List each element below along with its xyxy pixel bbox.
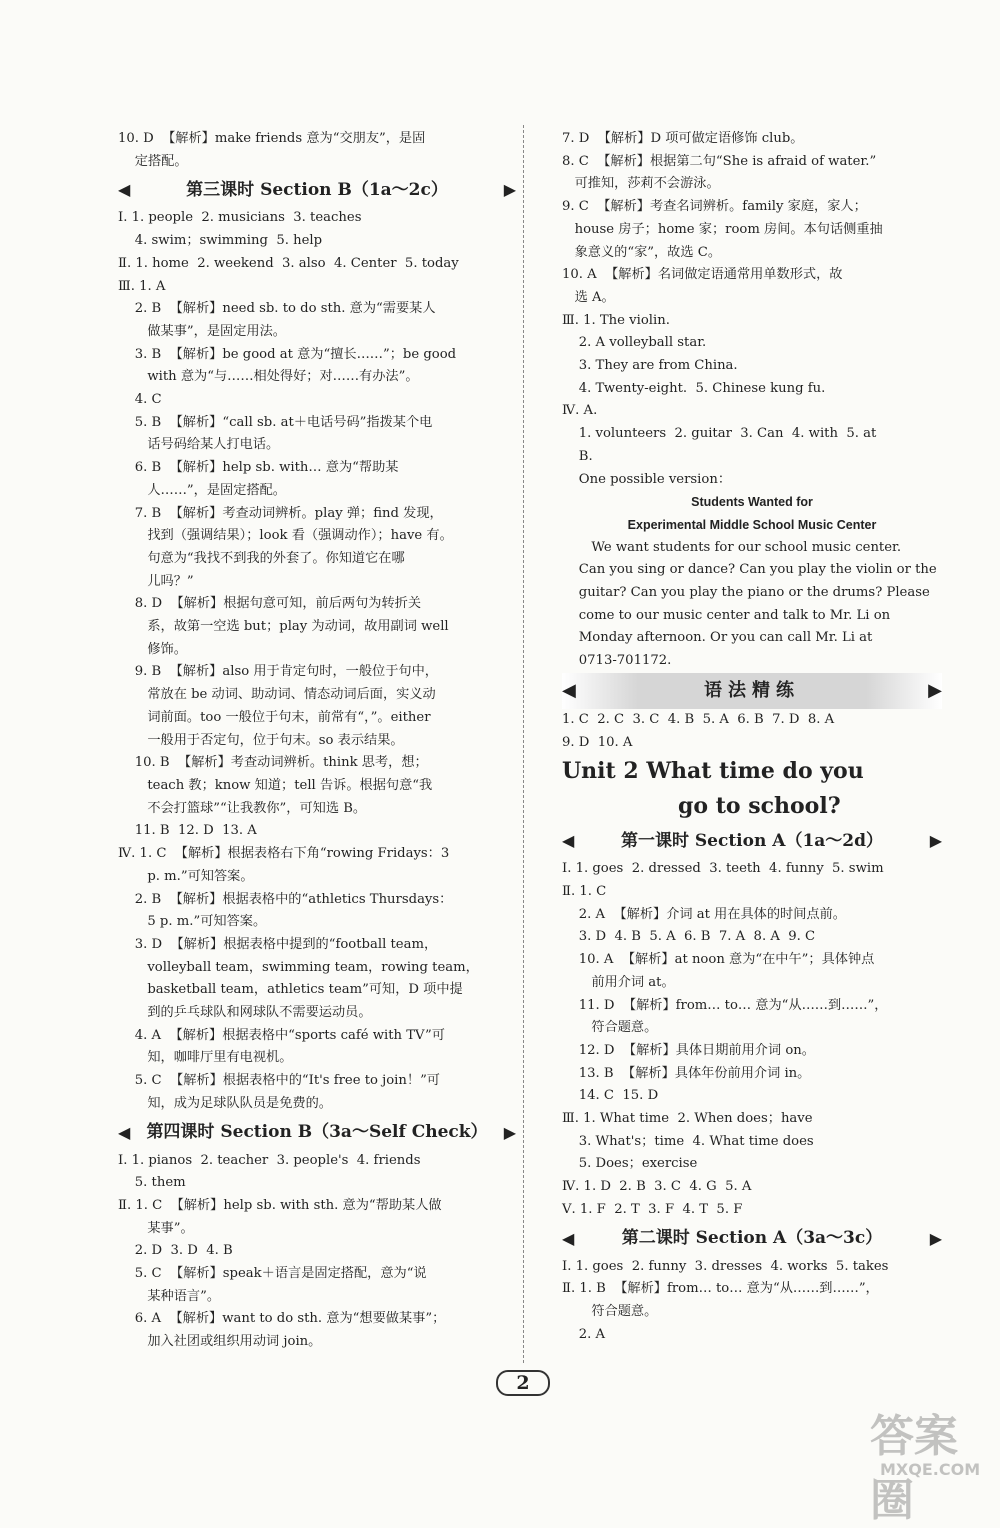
answer-line: 5. C 【解析】根据表格中的“It's free to join！”可 [118,1073,440,1089]
lesson-title: 第三课时 Section B（1a～2c） [186,180,448,201]
answer-line: 2. A volleyball star. [562,335,707,351]
lesson-header [562,1222,942,1256]
answer-line: 10. D 【解析】make friends 意为“交朋友”，是固 [118,131,426,146]
answer-line: 可推知，莎莉不会游泳。 [562,176,720,192]
answer-line: 象意义的“家”，故选 C。 [562,244,722,260]
watermark-logo [870,1400,990,1526]
answer-line: 2. B 【解析】need sb. to do sth. 意为“需要某人 [118,301,436,317]
notice-heading: Experimental Middle School Music Center [627,517,877,532]
right-column [562,128,942,1346]
unit-title-line1: Unit 2 What time do you [562,758,864,785]
answer-line: 2. B 【解析】根据表格中的“athletics Thursdays： [118,891,453,907]
answer-line: 符合题意。 [562,1303,658,1319]
answer-line: 7. D 【解析】D 项可做定语修饰 club。 [562,131,804,146]
answer-line: Monday afternoon. Or you can call Mr. Li at [562,630,873,646]
answer-line: 不会打篮球”“让我教你”，可知选 B。 [118,800,367,816]
answer-line: 句意为“我找不到我的外套了。你知道它在哪 [118,550,405,566]
answer-line: Ⅰ. 1. goes 2. funny 3. dresses 4. works 5. takes [562,1258,889,1274]
answer-line: Can you sing or dance? Can you play the violin or the [562,562,937,578]
answer-line: One possible version： [562,471,732,487]
lesson-title: 第二课时 Section A（3a～3c） [621,1228,883,1249]
left-column [118,128,516,1354]
answer-line: 5. B 【解析】“call sb. at＋电话号码”指拨某个电 [118,414,433,430]
answer-line: 9. B 【解析】also 用于肯定句时，一般位于句中， [118,664,438,680]
answer-line: 4. Twenty-eight. 5. Chinese kung fu. [562,380,826,396]
answer-line: 8. D 【解析】根据句意可知，前后两句为转折关 [118,596,422,612]
answer-line: Ⅰ. 1. people 2. musicians 3. teaches [118,210,362,226]
answer-line: guitar? Can you play the piano or the drums? Please [562,585,930,601]
answer-line: Ⅳ. 1. D 2. B 3. C 4. G 5. A [562,1179,752,1195]
unit-title-line2: go to school? [678,793,841,820]
unit-title [562,754,942,824]
answer-line: Ⅲ. 1. What time 2. When does；have [562,1111,813,1127]
answer-line: 某种语言”。 [118,1288,221,1304]
triangle-left-icon: ◀ [118,1122,131,1142]
answer-line: p. m.”可知答案。 [118,868,254,884]
answer-line: 9. C 【解析】考查名词辨析。family 家庭，家人； [562,199,867,215]
answer-line: 6. B 【解析】help sb. with… 意为“帮助某 [118,460,399,476]
answer-line: 某事”。 [118,1220,194,1236]
triangle-right-icon: ▶ [929,831,942,851]
answer-line: Ⅳ. A. [562,403,598,419]
answer-line: 词前面。too 一般位于句末，前常有“，”。either [118,709,431,725]
answer-line: 9. D 10. A [562,734,633,750]
triangle-left-icon: ◀ [562,679,576,701]
answer-line: Ⅱ. 1. C [562,883,607,899]
answer-line: 5. Does；exercise [562,1156,698,1172]
answer-line: 1. C 2. C 3. C 4. B 5. A 6. B 7. D 8. A [562,711,835,727]
answer-line: 14. C 15. D [562,1088,659,1104]
answer-line: 12. D 【解析】具体日期前用介词 on。 [562,1042,815,1058]
answer-line: 修饰。 [118,641,187,657]
answer-line: Ⅱ. 1. home 2. weekend 3. also 4. Center 5. today [118,255,459,271]
answer-line: 3. What's；time 4. What time does [562,1133,814,1149]
answer-line: 4. C [118,392,162,408]
answer-line: come to our music center and talk to Mr. Li on [562,607,891,623]
answer-line: 找到（强调结果）；look 看（强调动作）；have 有。 [118,528,453,544]
answer-line: 话号码给某人打电话。 [118,437,280,453]
answer-line: 5. C 【解析】speak＋语言是固定搭配，意为“说 [118,1266,427,1282]
answer-line: 3. D 4. B 5. A 6. B 7. A 8. A 9. C [562,929,816,945]
answer-line: Ⅲ. 1. A [118,278,166,294]
lesson-header [118,173,516,207]
answer-line: 5 p. m.”可知答案。 [118,914,267,930]
section-banner [562,673,942,709]
answer-line: 10. A 【解析】名词做定语通常用单数形式，故 [562,267,843,283]
watermark-url: MXQE.COM [880,1460,981,1479]
triangle-left-icon: ◀ [562,1228,575,1248]
answer-line: 11. B 12. D 13. A [118,823,257,839]
answer-line: 符合题意。 [562,1020,658,1036]
answer-line: teach 教；know 知道；tell 告诉。根据句意“我 [118,777,433,793]
page-number: 2 [496,1370,550,1396]
answer-line: 定搭配。 [118,153,188,169]
answer-line: B. [562,448,593,464]
answer-line: 知，成为足球队队员是免费的。 [118,1095,332,1111]
answer-line: 知，咖啡厅里有电视机。 [118,1050,293,1066]
answer-line: 0713-701172. [562,653,672,669]
answer-line: house 房子；home 家；room 房间。本句话侧重抽 [562,221,883,237]
watermark-text: 答案圈 [870,1411,958,1526]
answer-line: 3. D 【解析】根据表格中提到的“football team， [118,936,438,952]
answer-line: 4. swim；swimming 5. help [118,233,323,249]
answer-line: 常放在 be 动词、助动词、情态动词后面，实义动 [118,687,436,703]
answer-line: 7. B 【解析】考查动词辨析。play 弹；find 发现， [118,505,443,521]
triangle-left-icon: ◀ [562,831,575,851]
answer-line: We want students for our school music center. [562,539,902,555]
answer-line: 10. B 【解析】考查动词辨析。think 思考，想； [118,755,428,771]
triangle-right-icon: ▶ [929,1228,942,1248]
answer-line: 加入社团或组织用动词 join。 [118,1334,322,1350]
answer-line: 系，故第一空选 but；play 为动词，故用副词 well [118,619,449,635]
triangle-right-icon: ▶ [503,180,516,200]
answer-line: 5. them [118,1175,186,1191]
answer-line: 前用介词 at。 [562,974,675,990]
lesson-header [562,824,942,858]
answer-line: basketball team，athletics team”可知，D 项中提 [118,982,463,998]
answer-line: volleyball team，swimming team，rowing team， [118,959,479,975]
answer-line: 3. B 【解析】be good at 意为“擅长……”；be good [118,346,457,362]
answer-line: 2. A 【解析】介词 at 用在具体的时间点前。 [562,906,846,922]
answer-line: 1. volunteers 2. guitar 3. Can 4. with 5. at [562,426,877,442]
answer-line: Ⅲ. 1. The violin. [562,312,670,328]
triangle-right-icon: ▶ [928,679,942,701]
answer-line: 一般用于否定句，位于句末。so 表示结果。 [118,732,404,748]
answer-line: 到的乒乓球队和网球队不需要运动员。 [118,1005,372,1021]
answer-line: Ⅱ. 1. C 【解析】help sb. with sth. 意为“帮助某人做 [118,1197,442,1213]
answer-line: Ⅰ. 1. pianos 2. teacher 3. people's 4. friends [118,1152,421,1168]
answer-line: 2. A [562,1326,606,1342]
answer-line: 人……”，是固定搭配。 [118,482,286,498]
answer-line: Ⅰ. 1. goes 2. dressed 3. teeth 4. funny 5. swim [562,861,884,877]
answer-line: 3. They are from China. [562,358,738,374]
answer-line: 10. A 【解析】at noon 意为“在中午”；具体钟点 [562,952,875,968]
answer-line: 4. A 【解析】根据表格中“sports café with TV”可 [118,1027,445,1043]
notice-heading: Students Wanted for [691,495,813,510]
lesson-title: 第四课时 Section B（3a～Self Check） [146,1122,488,1143]
answer-line: 2. D 3. D 4. B [118,1243,233,1259]
answer-line: 11. D 【解析】from… to… 意为“从……到……”， [562,997,888,1013]
answer-line: Ⅱ. 1. B 【解析】from… to… 意为“从……到……”， [562,1281,879,1297]
section-title: 语法精练 [704,679,800,701]
column-divider [523,125,524,1363]
triangle-left-icon: ◀ [118,180,131,200]
answer-line: 选 A。 [562,289,615,305]
answer-line: 8. C 【解析】根据第二句“She is afraid of water.” [562,153,877,169]
lesson-title: 第一课时 Section A（1a～2d） [620,830,884,851]
answer-line: 做某事”，是固定用法。 [118,323,286,339]
lesson-header [118,1116,516,1150]
answer-line: Ⅳ. 1. C 【解析】根据表格右下角“rowing Fridays：3 [118,846,450,862]
answer-line: 6. A 【解析】want to do sth. 意为“想要做某事”； [118,1311,446,1327]
answer-line: with 意为“与……相处得好；对……有办法”。 [118,369,419,385]
answer-line: 13. B 【解析】具体年份前用介词 in。 [562,1065,811,1081]
triangle-right-icon: ▶ [503,1122,516,1142]
answer-line: Ⅴ. 1. F 2. T 3. F 4. T 5. F [562,1201,743,1217]
answer-line: 儿吗？” [118,573,194,589]
